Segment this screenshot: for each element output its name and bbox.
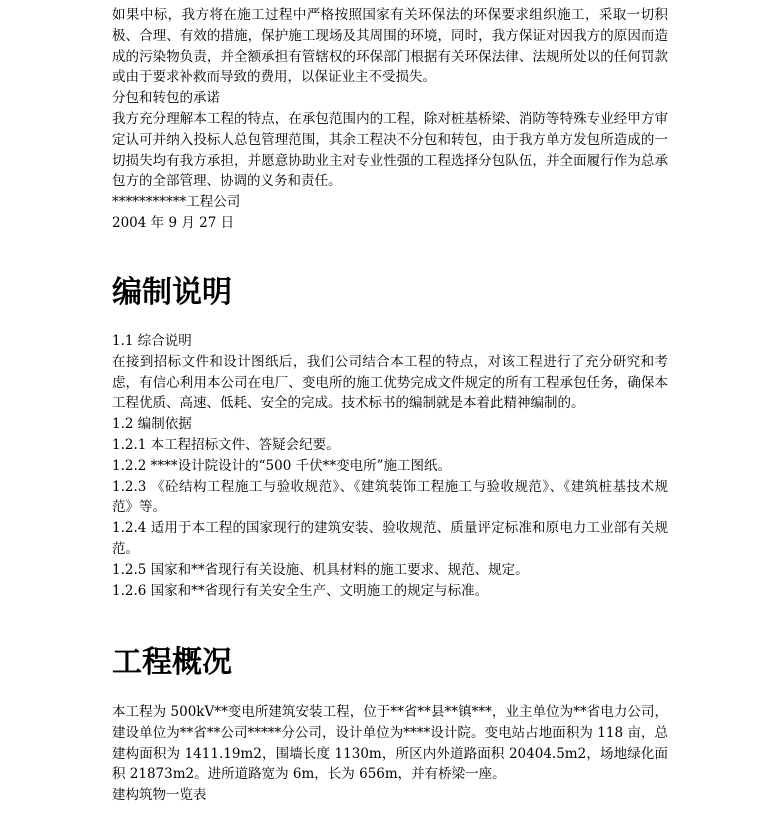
project-overview-block: [112, 702, 668, 806]
compilation-notes-block: [112, 331, 668, 601]
basis-item-1-2-5: 1.2.5 国家和**省现行有关设施、机具材料的施工要求、规范、规定。: [112, 561, 529, 578]
subcontract-commitment-paragraph: 我方充分理解本工程的特点，在承包范围内的工程，除对桩基桥梁、消防等特殊专业经甲方审定认可并纳入投标人总包管理范围，其余工程决不分包和转包，由于我方单方发包所造成的一切损失均有我方承担，并愿意协助业主对专业性强的工程选择分包队伍，并全面履行作为总承包方的全部管理、协调的义务和责任。: [112, 110, 668, 190]
basis-item-1-2-6: 1.2.6 国家和**省现行有关安全生产、文明施工的规定与标准。: [112, 582, 489, 599]
project-overview-paragraph: 本工程为 500kV**变电所建筑安装工程，位于**省**县**镇***，业主单位为**省电力公司，建设单位为**省**公司*****分公司，设计单位为****设计院。变电站占地面积为 118 亩，总建构面积为 1411.19m2，围墙长度 1130m，所区内外道路面积 20404.5m2，场地绿化面积 21873m2。进所道路宽为 6m，长为 656m，并有桥梁一座。: [112, 704, 668, 783]
basis-item-1-2-2: 1.2.2 ****设计院设计的“500 千伏**变电所”施工图纸。: [112, 457, 452, 474]
basis-item-1-2-4: 1.2.4 适用于本工程的国家现行的建筑安装、验收规范、质量评定标准和原电力工业部有关规范。: [112, 520, 668, 557]
basis-item-1-2-3: 1.2.3 《砼结构工程施工与验收规范》、《建筑装饰工程施工与验收规范》、《建筑桩基技术规范》等。: [112, 478, 668, 516]
company-signature: ***********工程公司: [112, 194, 241, 211]
subsection-1-1-paragraph: 在接到招标文件和设计图纸后，我们公司结合本工程的特点，对该工程进行了充分研究和考虑，有信心利用本公司在电厂、变电所的施工优势完成文件规定的所有工程承包任务，确保本工程优质、高速、低耗、安全的完成。技术标书的编制就是本着此精神编制的。: [112, 353, 668, 412]
section-heading-project-overview: 工程概况: [112, 645, 232, 680]
environmental-commitment-paragraph: 如果中标，我方将在施工过程中严格按照国家有关环保法的环保要求组织施工，采取一切积极、合理、有效的措施，保护施工现场及其周围的环境，同时，我方保证对因我方的原因而造成的污染物负责，并全额承担有管辖权的环保部门根据有关环保法律、法规所处以的任何罚款或由于要求补救而导致的费用，以保证业主不受损失。: [112, 7, 668, 86]
structures-list-title: 建构筑物一览表: [112, 787, 207, 804]
subsection-1-1-title: 1.1 综合说明: [112, 333, 192, 349]
section-heading-compilation-notes: 编制说明: [112, 275, 232, 310]
subsection-1-2-title: 1.2 编制依据: [112, 416, 192, 433]
subcontract-commitment-title: 分包和转包的承诺: [112, 90, 220, 107]
commitment-block: [112, 5, 668, 234]
signature-date: 2004 年 9 月 27 日: [112, 214, 235, 231]
basis-item-1-2-1: 1.2.1 本工程招标文件、答疑会纪要。: [112, 436, 340, 453]
